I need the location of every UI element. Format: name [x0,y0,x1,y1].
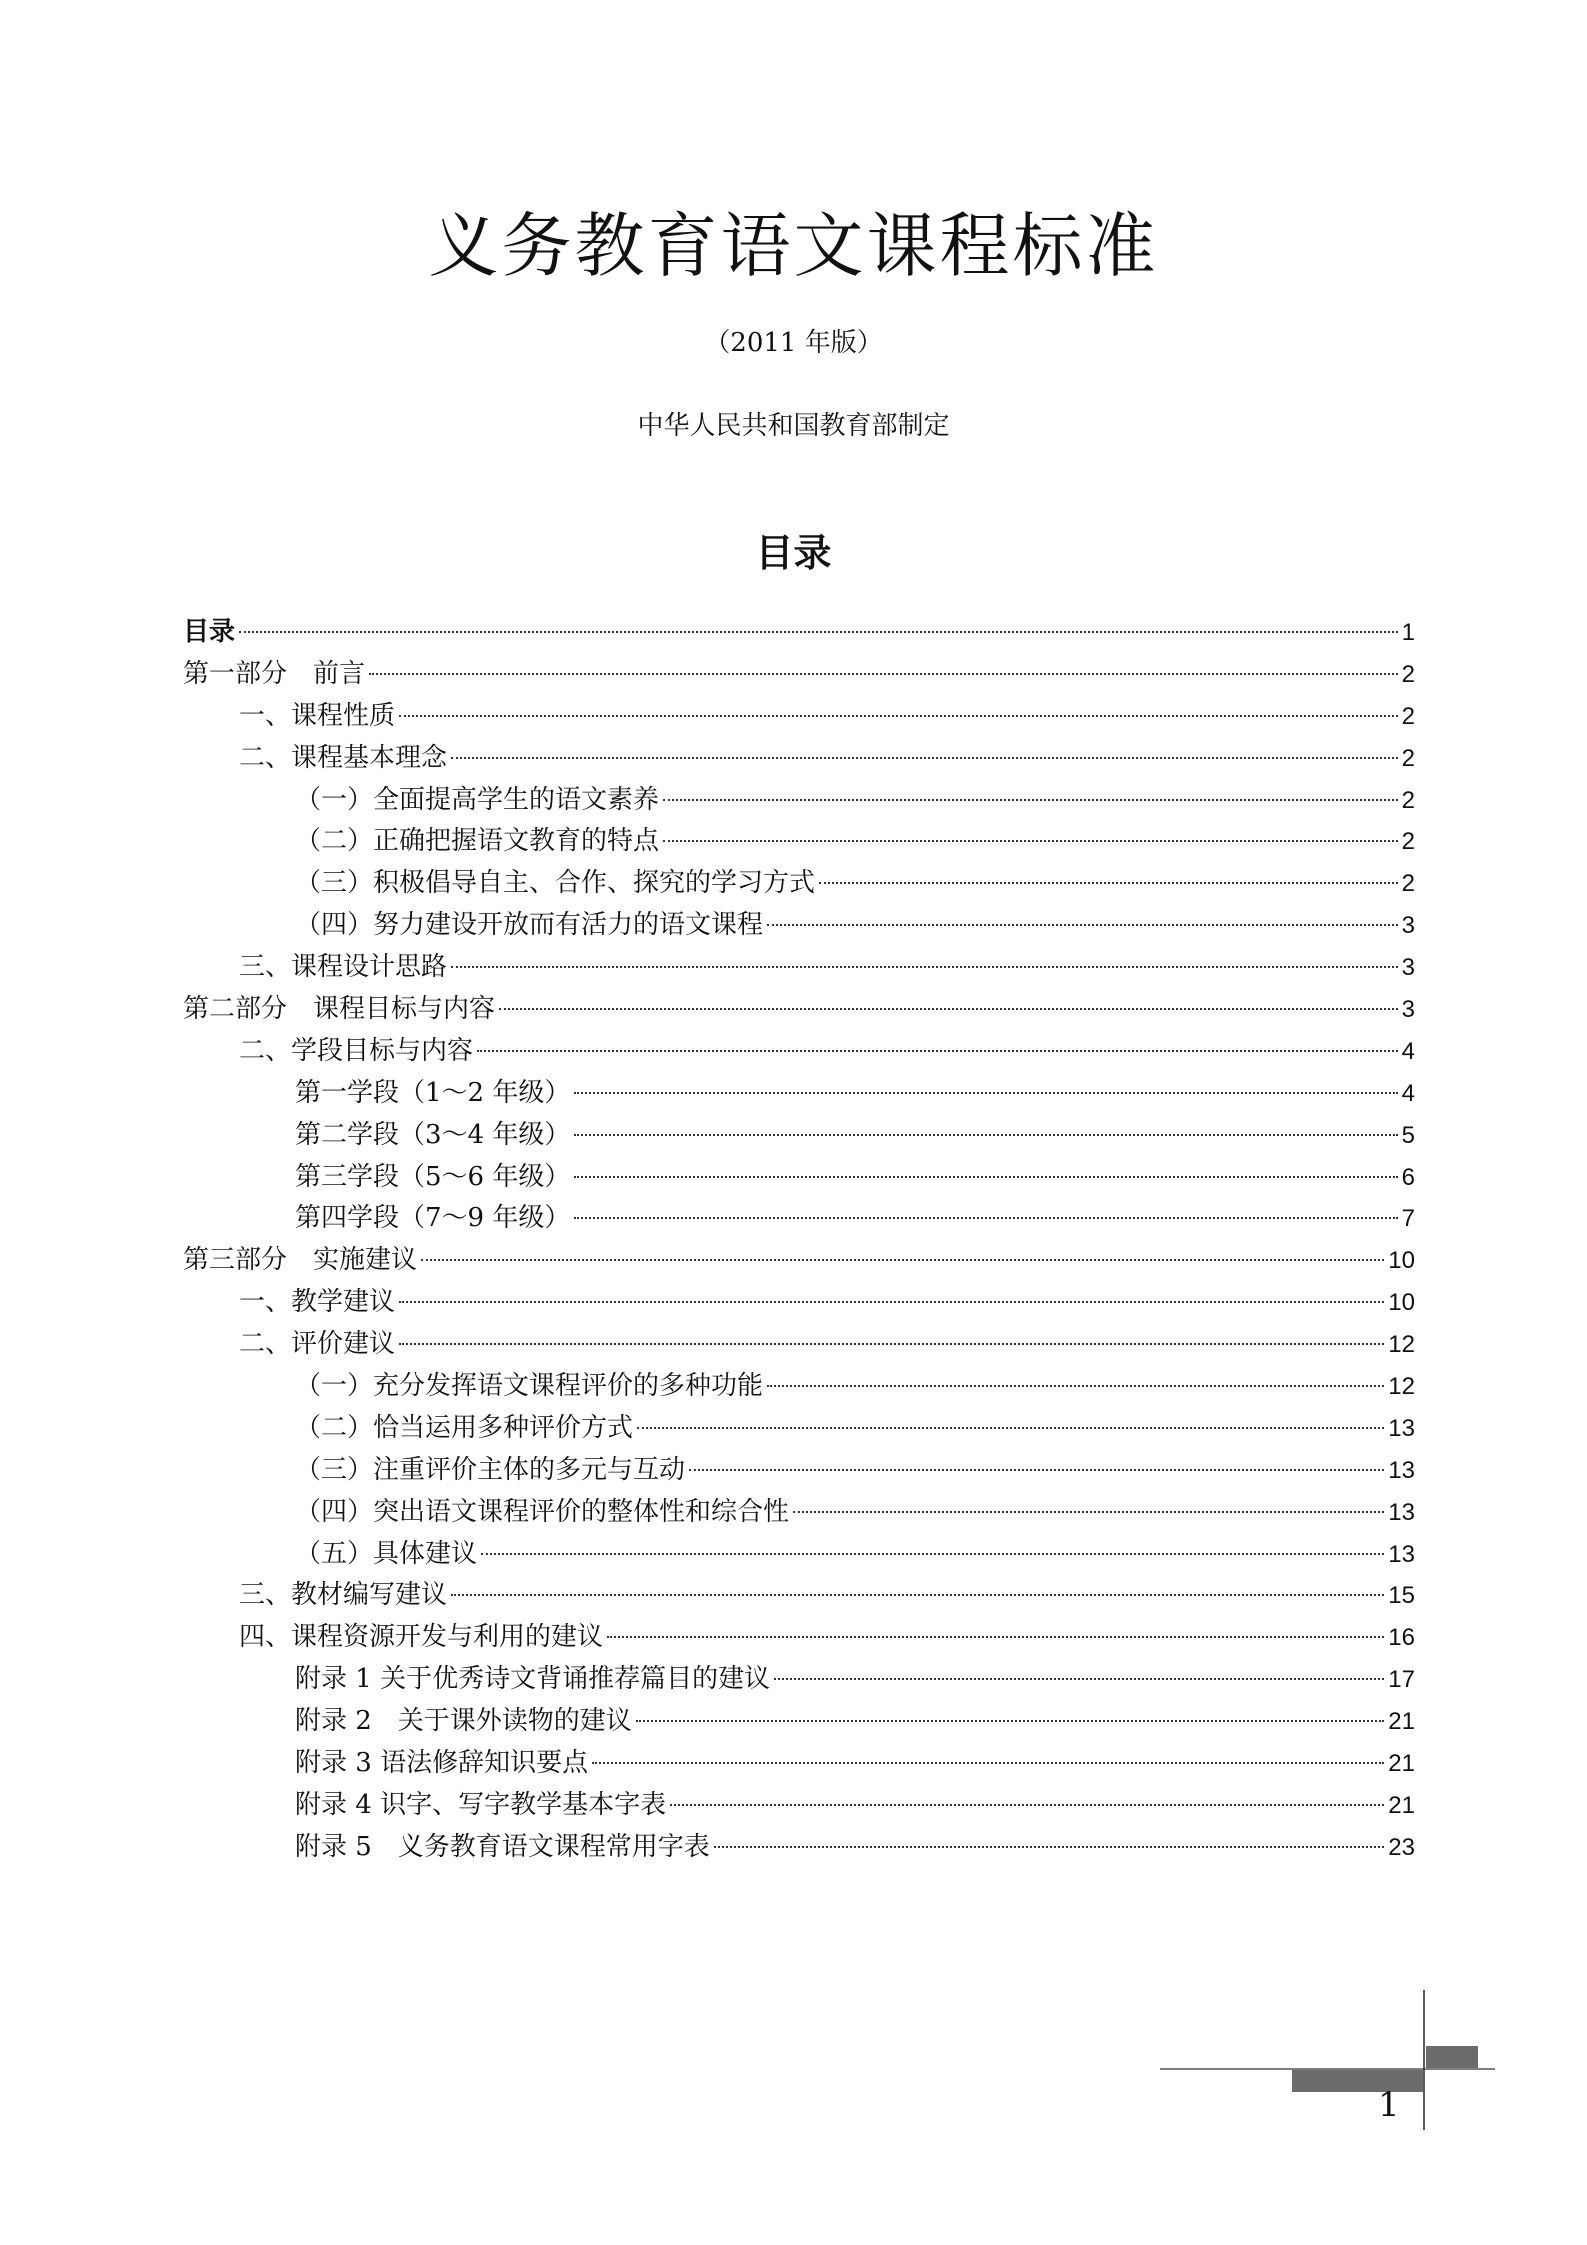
toc-leader-dots [399,1301,1384,1303]
toc-leader-dots [689,1469,1384,1471]
toc-entry-page: 2 [1401,786,1415,814]
toc-entry-title: （二）正确把握语文教育的特点 [295,826,660,857]
toc-leader-dots [399,1343,1384,1345]
toc-entry-title: （三）积极倡导自主、合作、探究的学习方式 [295,868,816,899]
toc-entry[interactable] [183,947,1415,989]
toc-entry-page: 7 [1401,1205,1415,1233]
toc-entry-page: 5 [1401,1121,1415,1149]
toc-entry-page: 3 [1401,954,1415,982]
toc-entry[interactable] [183,1492,1415,1534]
toc-leader-dots [239,631,1398,633]
toc-entry-title: （四）努力建设开放而有活力的语文课程 [295,910,764,941]
toc-leader-dots [636,1720,1384,1722]
toc-entry-page: 12 [1388,1331,1415,1359]
toc-leader-dots [451,966,1398,968]
toc-entry-page: 17 [1388,1666,1415,1694]
toc-entry-page: 10 [1388,1247,1415,1275]
toc-entry[interactable] [183,1408,1415,1450]
toc-entry[interactable] [183,1324,1415,1366]
toc-entry-page: 6 [1401,1163,1415,1191]
toc-leader-dots [451,1594,1384,1596]
toc-entry-page: 2 [1401,660,1415,688]
toc-leader-dots [499,1008,1398,1010]
toc-entry-page: 13 [1388,1456,1415,1484]
toc-entry-title: （一）全面提高学生的语文素养 [295,784,660,815]
toc-entry-title: 附录 5 义务教育语文课程常用字表 [295,1831,710,1862]
toc-entry[interactable] [183,780,1415,822]
toc-entry[interactable] [183,1743,1415,1785]
toc-leader-dots [477,1050,1398,1052]
issuer-label: 中华人民共和国教育部制定 [637,411,950,441]
toc-entry-page: 3 [1401,912,1415,940]
toc-leader-dots [767,924,1398,926]
toc-entry[interactable] [183,1617,1415,1659]
toc-entry[interactable] [183,1701,1415,1743]
toc-entry-page: 3 [1401,996,1415,1024]
toc-leader-dots [819,882,1398,884]
toc-entry-title: 二、评价建议 [239,1329,396,1360]
toc-leader-dots [670,1804,1384,1806]
toc-leader-dots [767,1385,1384,1387]
toc-entry-title: （一）充分发挥语文课程评价的多种功能 [295,1371,764,1402]
toc-entry-title: 一、课程性质 [239,700,396,731]
toc-leader-dots [663,840,1398,842]
toc-leader-dots [714,1846,1384,1848]
footer-bar-left [1292,2070,1423,2092]
edition-label: （2011 年版） [704,328,883,358]
toc-entry-title: 第二学段（3～4 年级） [295,1119,571,1150]
toc-leader-dots [607,1636,1384,1638]
toc-entry-page: 21 [1388,1708,1415,1736]
toc-leader-dots [451,757,1398,759]
toc-entry-title: 一、教学建议 [239,1287,396,1318]
toc-entry-page: 2 [1401,828,1415,856]
toc-entry[interactable] [183,989,1415,1031]
page-number: 1 [1378,2085,1400,2125]
toc-entry-page: 12 [1388,1373,1415,1401]
footer-decoration [1160,1990,1500,2130]
toc-entry-title: （二）恰当运用多种评价方式 [295,1412,634,1443]
toc-entry[interactable] [183,738,1415,780]
toc-entry-page: 13 [1388,1540,1415,1568]
toc-entry-page: 10 [1388,1289,1415,1317]
toc-leader-dots [574,1217,1397,1219]
toc-entry-page: 2 [1401,744,1415,772]
toc-entry[interactable] [183,696,1415,738]
toc-leader-dots [637,1427,1384,1429]
toc-entry-title: 目录 [183,617,236,647]
toc-entry[interactable] [183,1827,1415,1869]
toc-heading: 目录 [755,531,832,575]
toc-entry-title: （三）注重评价主体的多元与互动 [295,1454,686,1485]
toc-entry-title: 二、课程基本理念 [239,742,448,773]
toc-leader-dots [574,1134,1397,1136]
toc-entry-title: （五）具体建议 [295,1538,478,1569]
toc-entry-title: 三、教材编写建议 [239,1580,448,1611]
toc-leader-dots [592,1762,1384,1764]
toc-leader-dots [369,673,1398,675]
toc-entry[interactable] [183,1198,1415,1240]
toc-entry-page: 4 [1401,1079,1415,1107]
toc-entry-title: 第二部分 课程目标与内容 [183,994,496,1025]
footer-bar-right [1426,2046,1478,2068]
toc-entry-page: 16 [1388,1624,1415,1652]
toc-entry[interactable] [183,863,1415,905]
toc-leader-dots [399,715,1398,717]
toc-entry-page: 13 [1388,1498,1415,1526]
toc-entry[interactable] [183,654,1415,696]
toc-entry-title: 附录 3 语法修辞知识要点 [295,1748,589,1779]
toc-leader-dots [774,1678,1384,1680]
toc-entry-title: 三、课程设计思路 [239,952,448,983]
toc-entry-title: 第四学段（7～9 年级） [295,1203,571,1234]
toc-entry-title: 附录 2 关于课外读物的建议 [295,1706,632,1737]
toc-entry-title: 第一部分 前言 [183,658,366,689]
toc-entry-page: 2 [1401,702,1415,730]
toc-entry[interactable] [183,1534,1415,1576]
toc-leader-dots [793,1511,1384,1513]
toc-entry-title: 附录 1 关于优秀诗文背诵推荐篇目的建议 [295,1664,771,1695]
toc-entry-page: 1 [1401,619,1415,646]
toc-entry[interactable] [183,821,1415,863]
toc-entry[interactable] [183,1031,1415,1073]
toc-entry-page: 2 [1401,870,1415,898]
toc-entry-title: （四）突出语文课程评价的整体性和综合性 [295,1496,790,1527]
toc-entry[interactable] [183,1157,1415,1199]
toc-entry-title: 四、课程资源开发与利用的建议 [239,1622,604,1653]
toc-entry[interactable] [183,1240,1415,1282]
toc-entry[interactable] [183,1366,1415,1408]
toc-entry-title: 二、学段目标与内容 [239,1035,474,1066]
toc-entry[interactable] [183,1575,1415,1617]
toc-entry[interactable] [183,1659,1415,1701]
toc-entry[interactable] [183,905,1415,947]
toc-entry[interactable] [183,1073,1415,1115]
toc-entry-page: 21 [1388,1750,1415,1778]
toc-leader-dots [481,1553,1384,1555]
toc-leader-dots [574,1176,1397,1178]
toc-entry[interactable] [183,1785,1415,1827]
document-title: 义务教育语文课程标准 [428,205,1159,287]
toc-entry[interactable] [183,1115,1415,1157]
toc-entry-page: 21 [1388,1791,1415,1819]
toc-entry-page: 4 [1401,1037,1415,1065]
toc-entry-title: 第三部分 实施建议 [183,1245,418,1276]
toc-entry-page: 15 [1388,1582,1415,1610]
toc-entry-page: 23 [1388,1833,1415,1861]
toc-entry-title: 第一学段（1～2 年级） [295,1077,571,1108]
toc-leader-dots [574,1092,1397,1094]
toc-leader-dots [663,799,1398,801]
table-of-contents [183,612,1415,1869]
toc-entry-title: 第三学段（5～6 年级） [295,1161,571,1192]
toc-entry[interactable] [183,612,1415,654]
toc-entry[interactable] [183,1282,1415,1324]
toc-entry-page: 13 [1388,1414,1415,1442]
toc-entry[interactable] [183,1450,1415,1492]
toc-leader-dots [421,1259,1384,1261]
toc-entry-title: 附录 4 识字、写字教学基本字表 [295,1789,667,1820]
